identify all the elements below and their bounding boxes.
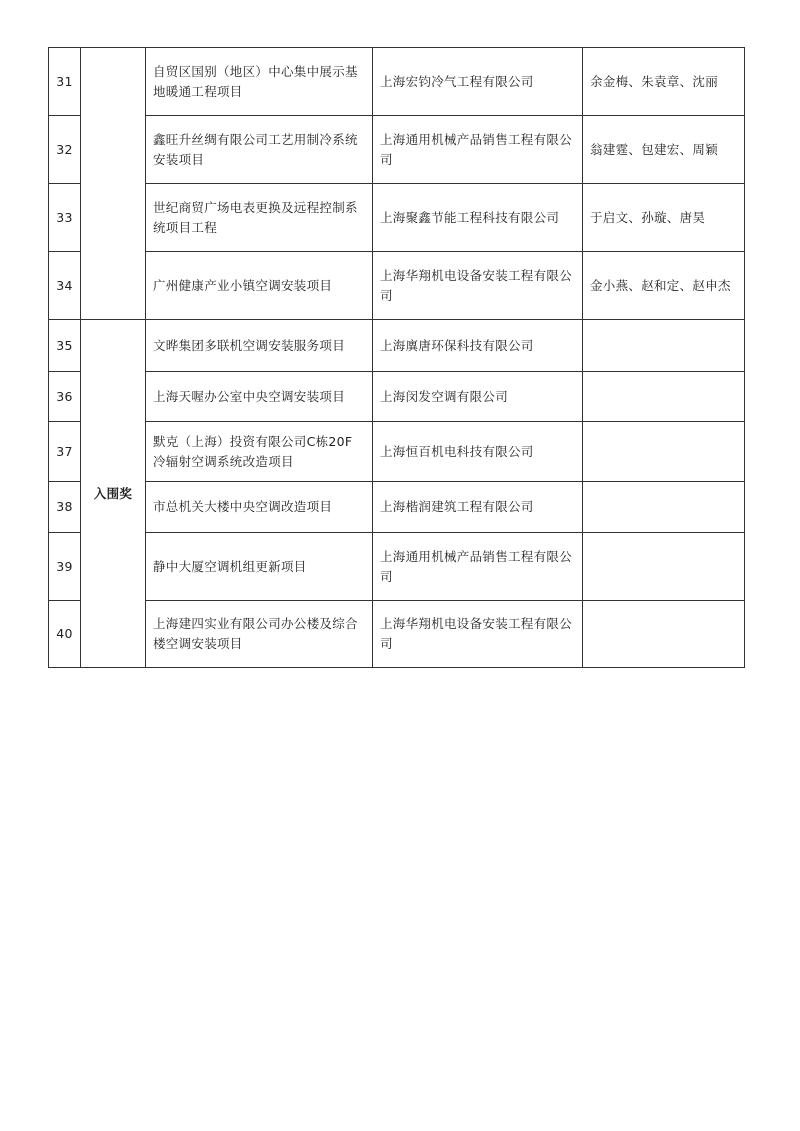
project-name: 上海天喔办公室中央空调安装项目 xyxy=(146,372,373,422)
project-name: 静中大厦空调机组更新项目 xyxy=(146,533,373,601)
table-row xyxy=(49,533,745,601)
row-number: 40 xyxy=(49,601,81,668)
people-names xyxy=(583,482,745,533)
category-cell: 入围奖 xyxy=(81,320,146,668)
project-name: 广州健康产业小镇空调安装项目 xyxy=(146,252,373,320)
people-names: 金小燕、赵和定、赵申杰 xyxy=(583,252,745,320)
row-number: 34 xyxy=(49,252,81,320)
people-names xyxy=(583,372,745,422)
people-names xyxy=(583,422,745,482)
project-name: 默克（上海）投资有限公司C栋20F冷辐射空调系统改造项目 xyxy=(146,422,373,482)
company-name: 上海恒百机电科技有限公司 xyxy=(373,422,583,482)
company-name: 上海通用机械产品销售工程有限公司 xyxy=(373,533,583,601)
people-names xyxy=(583,533,745,601)
table-row xyxy=(49,48,745,116)
table-row xyxy=(49,116,745,184)
row-number: 36 xyxy=(49,372,81,422)
table-row xyxy=(49,184,745,252)
people-names: 翁建霆、包建宏、周颖 xyxy=(583,116,745,184)
category-cell xyxy=(81,48,146,320)
company-name: 上海闵发空调有限公司 xyxy=(373,372,583,422)
company-name: 上海楷润建筑工程有限公司 xyxy=(373,482,583,533)
table-row xyxy=(49,252,745,320)
row-number: 31 xyxy=(49,48,81,116)
table-row xyxy=(49,482,745,533)
award-table xyxy=(48,47,745,668)
company-name: 上海宏钧冷气工程有限公司 xyxy=(373,48,583,116)
project-name: 自贸区国别（地区）中心集中展示基地暖通工程项目 xyxy=(146,48,373,116)
project-name: 鑫旺升丝绸有限公司工艺用制冷系统安装项目 xyxy=(146,116,373,184)
people-names xyxy=(583,320,745,372)
table-row xyxy=(49,422,745,482)
company-name: 上海华翔机电设备安装工程有限公司 xyxy=(373,601,583,668)
project-name: 世纪商贸广场电表更换及远程控制系统项目工程 xyxy=(146,184,373,252)
project-name: 上海建四实业有限公司办公楼及综合楼空调安装项目 xyxy=(146,601,373,668)
company-name: 上海廙唐环保科技有限公司 xyxy=(373,320,583,372)
row-number: 37 xyxy=(49,422,81,482)
company-name: 上海华翔机电设备安装工程有限公司 xyxy=(373,252,583,320)
project-name: 文晔集团多联机空调安装服务项目 xyxy=(146,320,373,372)
project-name: 市总机关大楼中央空调改造项目 xyxy=(146,482,373,533)
row-number: 35 xyxy=(49,320,81,372)
table-row xyxy=(49,320,745,372)
row-number: 38 xyxy=(49,482,81,533)
people-names xyxy=(583,601,745,668)
company-name: 上海聚鑫节能工程科技有限公司 xyxy=(373,184,583,252)
table-row xyxy=(49,601,745,668)
row-number: 39 xyxy=(49,533,81,601)
people-names: 于启文、孙璇、唐昊 xyxy=(583,184,745,252)
company-name: 上海通用机械产品销售工程有限公司 xyxy=(373,116,583,184)
table-row xyxy=(49,372,745,422)
people-names: 余金梅、朱袁章、沈丽 xyxy=(583,48,745,116)
row-number: 33 xyxy=(49,184,81,252)
row-number: 32 xyxy=(49,116,81,184)
